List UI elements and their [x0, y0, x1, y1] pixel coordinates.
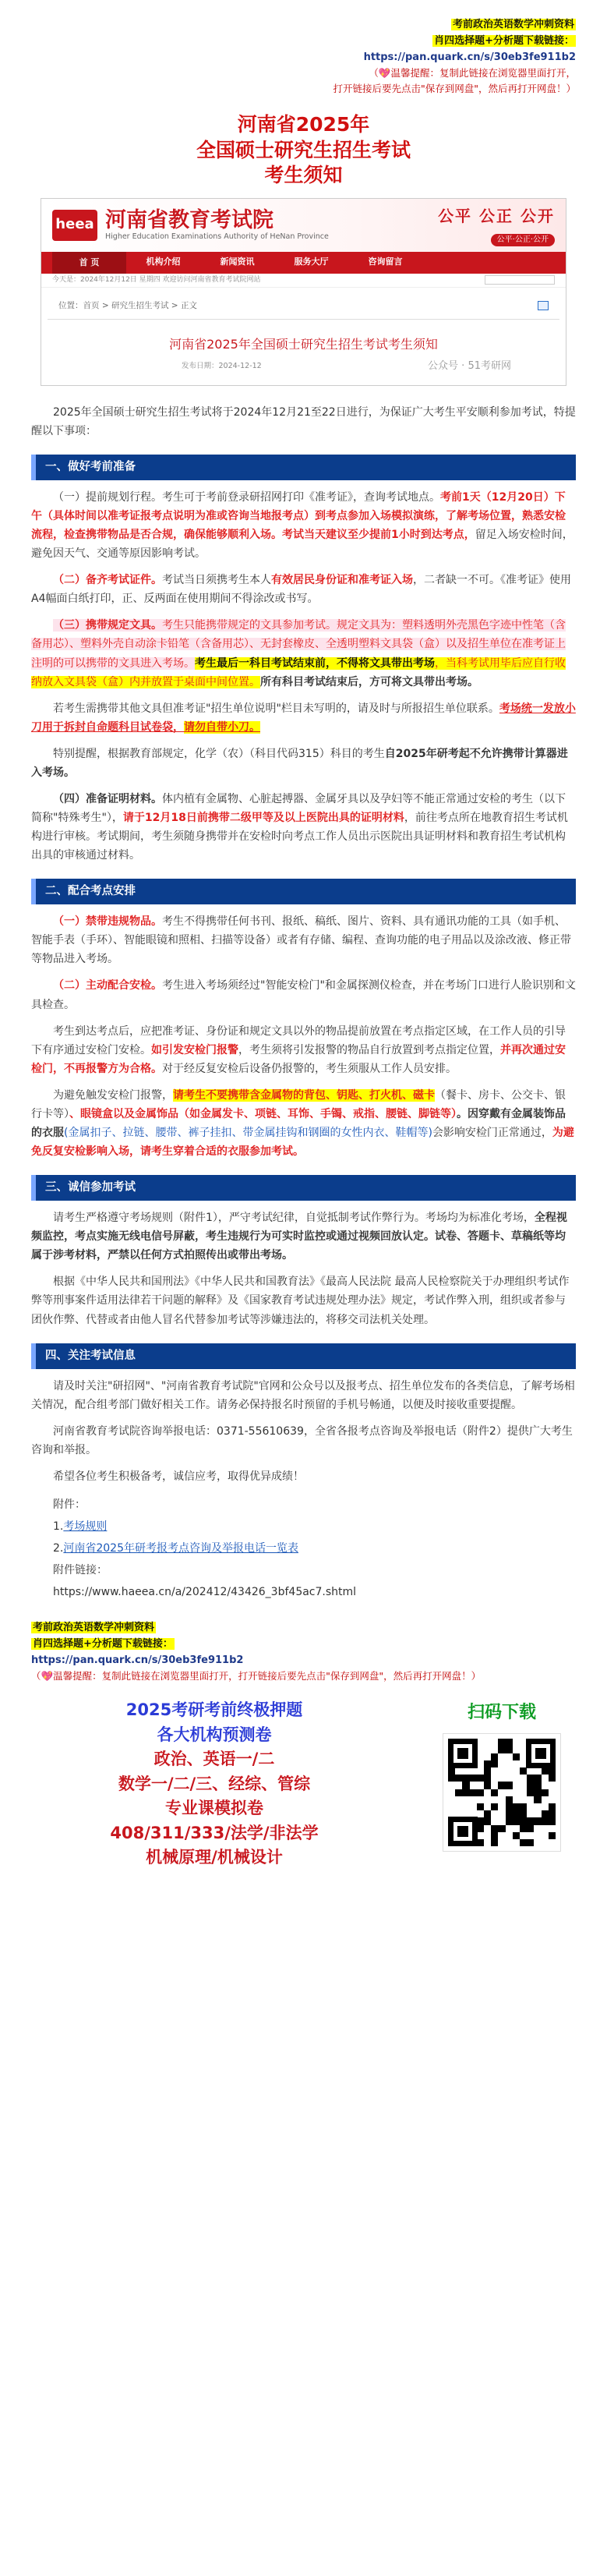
s2-p4-g: 会影响安检门正常通过， [432, 1127, 552, 1140]
section-heading-4: 四、关注考试信息 [31, 1343, 576, 1369]
nav-home[interactable]: 首 页 [52, 252, 126, 274]
section-heading-2: 二、配合考点安排 [31, 879, 576, 904]
s2-paragraph-2 [31, 976, 576, 1014]
s2-paragraph-3 [31, 1022, 576, 1078]
s1-p5-a: 特别提醒，根据教育部规定，化学（农）（科目代码315）科目的考生 [53, 747, 385, 760]
s2-p3-c: ，考生须将引发报警的物品自行放置到考点指定位置， [238, 1043, 500, 1056]
title-line2: 全国硕士研究生招生考试 [196, 138, 411, 161]
promo-link[interactable]: https://pan.quark.cn/s/30eb3fe911b2 [363, 51, 576, 63]
s2-p1-a: 考生不得携带任何书刊、报纸、稿纸、图片、资料、具有通讯功能的工具（如手机、智能手表（手环）、智能眼镜和照相、扫描等设备）或者有存储、编程、查询功能的电子用品以及涂改液、修正带等物品进入考场。 [31, 915, 571, 966]
promo-bottom-line1: 考前政治英语数学冲刺资料 [33, 1621, 155, 1633]
qr-finder-bl [448, 1817, 478, 1846]
s1-p2-a: 考试当日须携考生本人 [162, 574, 271, 587]
s2-p3-d: 并再次通过安检门，不再报警方为合格。 [31, 1043, 566, 1075]
s2-p3-b: 如引发安检门报警 [151, 1043, 238, 1056]
s1-paragraph-6 [31, 790, 576, 865]
promo-bottom-tip: （💖温馨提醒：复制此链接在浏览器里面打开，打开链接后要先点击"保存到网盘"，然后再打开网盘！） [31, 1670, 482, 1683]
s1-p2-head: （二）备齐考试证件。 [53, 574, 162, 587]
s2-p3-e: 对于经反复安检后设备仍报警的，考生须服从工作人员安排。 [162, 1062, 457, 1075]
attach-item-2: 2.河南省2025年研考报考点咨询及举报电话一览表 [53, 1541, 298, 1555]
s2-paragraph-4 [31, 1086, 576, 1161]
promo-top [31, 17, 576, 97]
ad-line-3: 政治、英语一/二 [154, 1750, 275, 1769]
ad-line-5: 专业课模拟卷 [165, 1799, 263, 1818]
site-slogan [438, 203, 555, 248]
title-line3: 考生须知 [264, 164, 343, 187]
s2-p4-e: 。因穿戴有金属装饰品的衣服 [31, 1107, 566, 1140]
site-nav [41, 252, 566, 274]
s1-p3-head: （三）携带规定文具。 [53, 619, 162, 632]
s1-p4-c: 请勿自带小刀。 [184, 720, 260, 734]
qr-finder-tr [526, 1739, 556, 1768]
s1-paragraph-5 [31, 745, 576, 782]
s1-p2-red: 有效居民身份证和准考证入场 [271, 574, 413, 587]
s1-p3-b: 考生最后一科目考试结束前，不得将文具带出考场 [195, 656, 435, 670]
article-date: 发布日期：2024-12-12 [182, 362, 262, 371]
promo-tip2: 打开链接后要先点击"保存到网盘"，然后再打开网盘！） [333, 83, 576, 95]
qr-block [436, 1698, 568, 1851]
qr-label: 扫码下载 [467, 1703, 536, 1723]
promo-bottom-link[interactable]: https://pan.quark.cn/s/30eb3fe911b2 [31, 1654, 244, 1666]
s2-p4-f: (金属扣子、拉链、腰带、裤子挂扣、带金属挂钩和钢圈的女性内衣、鞋帽等) [64, 1127, 432, 1140]
nav-about[interactable]: 机构介绍 [146, 257, 181, 267]
s3-p1-a: 请考生严格遵守考场规则（附件1），严守考试纪律，自觉抵制考试作弊行为。考场均为标准化考场， [53, 1212, 535, 1225]
s1-paragraph-4 [31, 699, 576, 737]
promo-bottom [31, 1620, 576, 1684]
qr-code-icon[interactable] [443, 1734, 560, 1851]
bottom-ad [78, 1698, 576, 1870]
s3-paragraph-1 [31, 1208, 576, 1265]
attachments [31, 1494, 576, 1603]
ad-line-1: 2025考研考前终极押题 [125, 1700, 303, 1720]
s1-p6-b: ，前往考点所在地教育招生考试机构进行审核。考试期间，考生须随身携带并在安检时向考点工作人员出示医院出具证明材料和教育招生考试机构出具的审核通过材料。 [31, 812, 568, 862]
logo-cn: 河南省教育考试院 [105, 208, 274, 233]
s2-p2-a: 考生进入考场须经过"智能安检门"和金属探测仪检查，并在考场门口进行人脸识别和文具检查。 [31, 979, 576, 1011]
official-site-banner [41, 198, 566, 386]
print-icon[interactable] [538, 301, 549, 310]
s2-p4-d: 、眼镜盒以及金属饰品（如金属发卡、项链、耳饰、手镯、戒指、腰链、脚链等） [69, 1107, 457, 1120]
logo-badge: heea [52, 210, 97, 241]
s2-p4-a: 为避免触发安检门报警， [53, 1088, 173, 1102]
slogan-sub: 公平·公正·公开 [491, 234, 555, 246]
ad-line-6: 408/311/333/法学/非法学 [110, 1823, 319, 1842]
attach-url[interactable]: https://www.haeea.cn/a/202412/43426_3bf45ac7.shtml [53, 1585, 357, 1598]
banner-header [41, 199, 566, 252]
s2-p4-c: （餐卡、房卡、公交卡、银行卡等） [31, 1088, 566, 1120]
qr-finder-tl [448, 1739, 478, 1768]
attach-label: 附件： [53, 1498, 86, 1511]
s4-paragraph-3: 希望各位考生积极备考，诚信应考，取得优异成绩！ [53, 1470, 304, 1483]
attach-link-1[interactable]: 考场规则 [63, 1520, 108, 1533]
page-title [31, 112, 576, 189]
promo-line1: 考前政治英语数学冲刺资料 [452, 19, 574, 30]
s1-p3-c: ，当科考试用毕后应自行收纳放入文具袋（盒）内并放置于桌面中间位置。 [31, 656, 566, 688]
subbar-date: 今天是：2024年12月12日 星期四 欢迎访问河南省教育考试院网站 [52, 275, 261, 284]
s2-paragraph-1 [31, 912, 576, 968]
article-title: 河南省2025年全国硕士研究生招生考试考生须知 [169, 336, 438, 352]
ad-line-2: 各大机构预测卷 [157, 1725, 272, 1744]
s1-paragraph-3 [31, 616, 576, 691]
promo-line2: 肖四选择题+分析题下载链接： [434, 34, 574, 47]
s2-p4-h: 为避免反复安检影响入场，请考生穿着合适的衣服参加考试。 [31, 1127, 574, 1159]
s2-p4-b: 请考生不要携带含金属物的背包、钥匙、打火机、磁卡 [173, 1088, 435, 1102]
site-search-input[interactable] [485, 275, 555, 285]
s1-paragraph-1 [31, 488, 576, 563]
nav-news[interactable]: 新闻资讯 [220, 257, 255, 267]
breadcrumb [48, 292, 559, 320]
attach-item-1: 1.考场规则 [53, 1520, 108, 1533]
section-heading-3: 三、诚信参加考试 [31, 1175, 576, 1201]
intro-paragraph: 2025年全国硕士研究生招生考试将于2024年12月21至22日进行，为保证广大考生平安顺利参加考试，特提醒以下事项： [31, 405, 576, 437]
watermark-text: 公众号 · 51考研网 [428, 360, 511, 373]
nav-service[interactable]: 服务大厅 [294, 257, 329, 267]
s1-p1-red: 考前1天（12月20日）下午（具体时间以准考证报考点说明为准或咨询当地报考点）到考点参加入场模拟演练，了解考场位置，熟悉安检流程，检查携带物品是否合规，确保能够顺利入场。考试当天建议至少提前1小时到达考点， [31, 490, 566, 542]
title-line1: 河南省2025年 [237, 113, 370, 136]
site-logo [52, 209, 329, 241]
s1-p1-text: （一）提前规划行程。考生可于考前登录研招网打印《准考证》，查询考试地点。 [53, 490, 440, 504]
ad-lines [78, 1698, 351, 1870]
s1-p3-d: 所有科目考试结束后，方可将文具带出考场。 [260, 675, 478, 688]
logo-en: Higher Education Examinations Authority of HeNan Province [105, 232, 329, 242]
attach-link-label: 附件链接： [53, 1563, 108, 1576]
nav-consult[interactable]: 咨询留言 [368, 257, 403, 267]
s1-p6-a: 体内植有金属物、心脏起搏器、金属牙具以及孕妇等不能正常通过安检的考生（以下简称"特殊考生"）， [31, 793, 566, 825]
s2-p1-head: （一）禁带违规物品。 [53, 915, 162, 929]
ad-line-7: 机械原理/机械设计 [146, 1848, 283, 1867]
promo-bottom-line2: 肖四选择题+分析题下载链接： [33, 1637, 173, 1650]
s1-p3-a: 考生只能携带规定的文具参加考试。规定文具为：塑料透明外壳黑色字迹中性笔（含备用芯）、塑料外壳自动涂卡铅笔（含备用芯）、无封套橡皮、全透明塑料文具袋（盒）以及招生单位在准考证上注明的可以携带的文具进入考场。 [31, 619, 566, 670]
section-heading-1: 一、做好考前准备 [31, 455, 576, 480]
attach-link-2[interactable]: 河南省2025年研考报考点咨询及举报电话一览表 [63, 1541, 298, 1555]
s1-p5-b: 自2025年研考起不允许携带计算器进入考场。 [31, 747, 568, 779]
s1-p4-a: 若考生需携带其他文具但准考证"招生单位说明"栏目未写明的，请及时与所报招生单位联系。 [53, 702, 499, 715]
s1-p6-red: 请于12月18日前携带二级甲等及以上医院出具的证明材料 [122, 812, 404, 825]
breadcrumb-text[interactable]: 位置：首页 > 研究生招生考试 > 正文 [58, 300, 197, 310]
s1-p4-b: 考场统一发放小刀用于拆封自命题科目试卷袋， [31, 702, 576, 734]
s1-paragraph-2 [31, 571, 576, 608]
ad-line-4: 数学一/二/三、经综、管综 [118, 1774, 311, 1793]
s2-p3-a: 考生到达考点后，应把准考证、身份证和规定文具以外的物品提前放置在考点指定区域，在工作人员的引导下有序通过安检门安检。 [31, 1024, 566, 1056]
s3-p1-b: 全程视频监控，考点实施无线电信号屏蔽，考生违规行为可实时监控或通过视频回放认定。试卷、答题卡、草稿纸等均属于涉考材料，严禁以任何方式拍照传出或带出考场。 [31, 1212, 567, 1262]
s1-p6-head: （四）准备证明材料。 [53, 793, 162, 805]
s4-paragraph-2: 河南省教育考试院咨询举报电话：0371-55610639，全省各报考点咨询及举报电话（附件2）提供广大考生咨询和举报。 [31, 1424, 573, 1456]
site-subbar [41, 274, 566, 288]
slogan-big: 公平 公正 公开 [438, 206, 555, 225]
s3-paragraph-2: 根据《中华人民共和国刑法》《中华人民共和国教育法》《最高人民法院 最高人民检察院关于办理组织考试作弊等刑事案件适用法律若干问题的解释》及《国家教育考试违规处理办法》规定，考试作弊入刑，组织或者参与团伙作弊、代替或者由他人冒名代替参加考试等涉嫌违法的，将移交司法机关处理。 [31, 1276, 570, 1326]
s1-p1-tail: 留足入场安检时间，避免因天气、交通等原因影响考试。 [31, 529, 573, 561]
s1-p2-b: ，二者缺一不可。《准考证》使用A4幅面白纸打印，正、反两面在使用期间不得涂改或书写。 [31, 574, 571, 606]
article-meta [41, 358, 566, 384]
promo-tip1: （💖温馨提醒：复制此链接在浏览器里面打开， [369, 67, 576, 80]
s2-p2-head: （二）主动配合安检。 [53, 979, 162, 993]
s4-paragraph-1: 请及时关注"研招网"、"河南省教育考试院"官网和公众号以及报考点、招生单位发布的各类信息，了解考场相关情况，配合组考部门做好相关工作。请务必保持报名时预留的手机号畅通，以便及时接收重要提醒。 [31, 1379, 575, 1411]
